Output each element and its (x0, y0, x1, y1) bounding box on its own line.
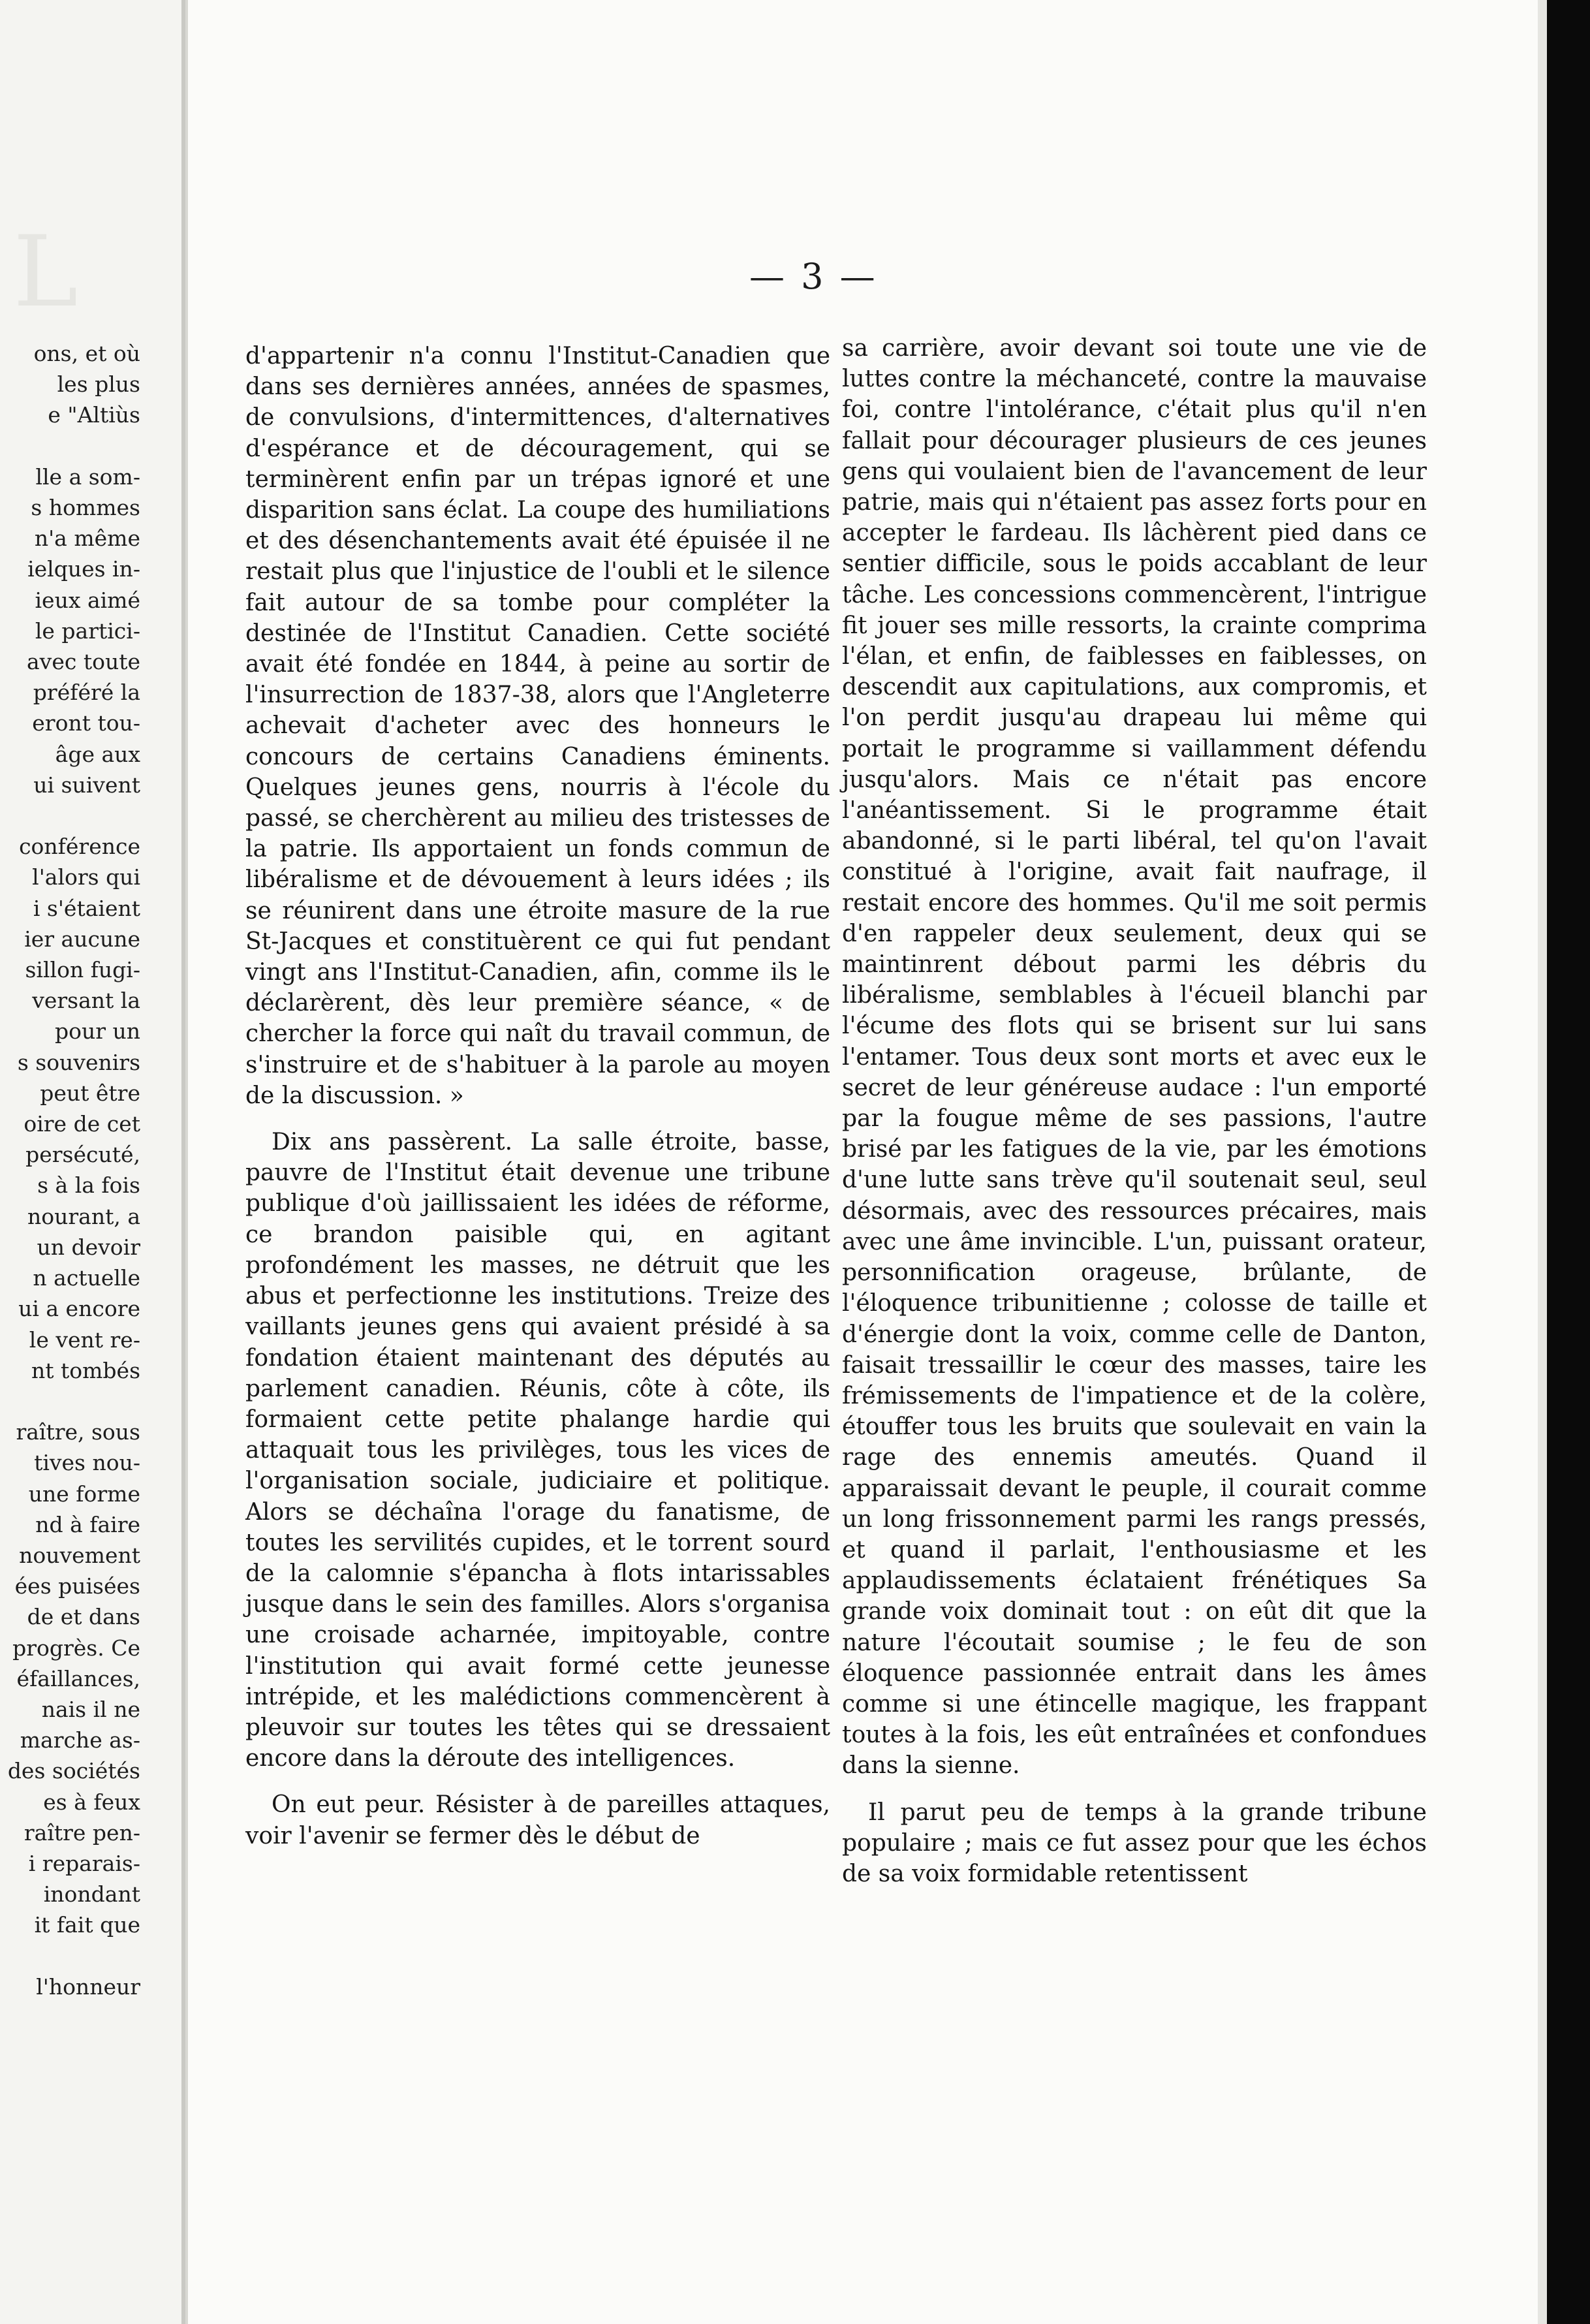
left-page-line: l'honneur (36, 1973, 140, 2000)
paragraph: On eut peur. Résister à de pareilles attaques, voir l'avenir se fermer dès le début de (245, 1791, 830, 1849)
left-page-line: versant la (32, 988, 140, 1014)
left-page-line: i reparais- (28, 1850, 140, 1876)
left-page-line: s hommes (31, 495, 140, 521)
paragraph: Il parut peu de temps à la grande tribune populaire ; mais ce fut assez pour que les échos de sa voix formidable retentissent (842, 1798, 1427, 1887)
paragraph: sa carrière, avoir devant soi toute une vie de luttes contre la méchanceté, contre la mauvaise foi, contre l'intolérance, c'était plus qu'il n'en fallait pour décourager plusieurs de ces jeunes gens qui voulaient bien de l'avancement de leur patrie, mais qui n'étaient pas assez forts pour en accepter le fardeau. Ils lâchèrent pied dans ce sentier difficile, sous le poids accablant de leur tâche. Les concessions commencèrent, l'intrigue fit jouer ses mille ressorts, la crainte comprima l'élan, et enfin, de faiblesses en faiblesses, on descendit aux capitulations, aux compromis, et l'on perdit jusqu'au drapeau lui même qui portait le programme si vaillamment défendu jusqu'alors. Mais ce n'était pas encore l'anéantissement. Si le programme était abandonné, si le parti libéral, tel qu'on l'avait constitué à l'origine, avait fait naufrage, il restait encore des hommes. Qu'il me soit permis d'en rappeler deux seulement, deux qui se maintinrent débout parmi les débris du libéralisme, semblables à l'écueil blanchi par l'écume des flots qui se brisent sur lui sans l'entamer. Tous deux sont morts et avec eux le secret de leur généreuse audace : l'un emporté par la fougue même de ses passions, l'autre brisé par les fatigues de la vie, par les émotions d'une lutte sans trève qu'il soutenait seul, seul désormais, avec des ressources précaires, mais avec une âme invincible. L'un, puissant orateur, personnification orageuse, brûlante, de l'éloquence tribunitienne ; colosse de taille et d'énergie dont la voix, comme celle de Danton, faisait tressaillir le cœur des masses, taire les frémissements de l'impatience et de la colère, étouffer tous les bruits que soulevait en vain la rage des ennemis ameutés. Quand il apparaissait devant le peuple, il courait comme un long frissonnement parmi les rangs pressés, et quand il parlait, l'enthousiasme et les applaudissements éclataient frénétiques Sa grande voix dominait tout : on eût dit que la nature l'écoutait soumise ; le feu de son éloquence passionnée entrait dans les âmes comme si une étincelle magique, les frappant toutes à la fois, les eût entraînées et confondues dans la sienne. (842, 335, 1427, 1780)
left-page-line: conférence (19, 834, 140, 860)
left-page-line: i s'étaient (33, 895, 140, 921)
left-page-line: nourant, a (27, 1203, 140, 1229)
scan-border (1547, 0, 1590, 2324)
left-page-line: n'a même (34, 526, 140, 552)
left-page-line: de et dans (27, 1604, 140, 1630)
right-page (185, 0, 1548, 2324)
left-page-line: lle a som- (35, 463, 140, 490)
left-page-line: es à feux (43, 1789, 140, 1815)
left-page-line: raître pen- (23, 1819, 140, 1845)
left-page-line: ons, et où (33, 341, 140, 366)
left-page-line: sillon fugi- (25, 957, 140, 983)
left-page-line: nd à faire (35, 1511, 140, 1537)
left-page-text (0, 338, 140, 2002)
left-page-line: oire de cet (23, 1111, 140, 1137)
bleed-through-letter: L (13, 215, 78, 329)
left-page-line: eront tou- (32, 710, 140, 736)
left-page-line: des sociétés (7, 1758, 140, 1784)
page-number: — 3 — (749, 256, 878, 297)
left-page-line: éfaillances, (16, 1665, 140, 1691)
left-page-line: ui suivent (33, 772, 140, 798)
left-page-line: avec toute (27, 649, 140, 675)
paragraph: d'appartenir n'a connu l'Institut-Canadien que dans ses dernières années, années de spasmes, de convulsions, d'intermittences, d'alternatives d'espérance et de découragement, qui se terminèrent enfin par un trépas ignoré et une disparition sans éclat. La coupe des humiliations et des désenchantements avait été épuisée il ne restait plus que l'injustice de l'oubli et le silence fait autour de sa tombe pour compléter la destinée de l'Institut Canadien. Cette société avait été fondée en 1844, à peine au sortir de l'insurrection de 1837-38, alors que l'Angleterre achevait d'acheter avec des honneurs le concours de certains Canadiens éminents. Quelques jeunes gens, nourris à l'école du passé, se cherchèrent au milieu des tristesses de la patrie. Ils apportaient un fonds commun de libéralisme et de dévouement à leurs idées ; ils se réunirent dans une étroite masure de la rue St-Jacques et constituèrent ce qui fut pendant vingt ans l'Institut-Canadien, afin, comme ils le déclarèrent, dès leur première séance, « de chercher la force qui naît du travail commun, de s'instruire et de s'habituer à la parole au moyen de la discussion. » (245, 343, 830, 1109)
left-page-line: s à la fois (37, 1172, 140, 1199)
left-page-line: peut être (40, 1080, 140, 1106)
left-page-line: persécuté, (25, 1142, 140, 1168)
left-page-line (0, 431, 140, 462)
left-page-line: une forme (28, 1481, 140, 1507)
left-page-line: nt tombés (31, 1357, 140, 1383)
left-page-line: ui a encore (18, 1296, 140, 1322)
text-column-right (842, 333, 1427, 1905)
left-page-line: raître, sous (16, 1419, 140, 1445)
left-page-line: marche as- (20, 1727, 140, 1753)
left-page-fragment (0, 0, 185, 2324)
left-page-line: âge aux (55, 741, 140, 767)
left-page-line: progrès. Ce (12, 1635, 140, 1661)
left-page-line: n actuelle (33, 1265, 140, 1291)
left-page-line: les plus (57, 371, 140, 398)
left-page-line: préféré la (33, 680, 140, 706)
left-page-line: ier aucune (24, 926, 140, 952)
left-page-line: pour un (54, 1018, 140, 1044)
left-page-line (0, 1941, 140, 1971)
left-page-line: tives nou- (34, 1450, 140, 1476)
left-page-line (0, 1386, 140, 1417)
left-page-line: ées puisées (14, 1573, 140, 1599)
left-page-line: le vent re- (29, 1327, 140, 1353)
left-page-line: inondant (43, 1881, 140, 1908)
paragraph: Dix ans passèrent. La salle étroite, basse, pauvre de l'Institut était devenue une tribune publique d'où jaillissaient les idées de réforme, ce brandon paisible qui, en agitant profondément les masses, ne détruit que les abus et perfectionne les institutions. Treize des vaillants jeunes gens qui avaient présidé à sa fondation étaient maintenant des députés au parlement canadien. Réunis, côte à côte, ils formaient cette petite phalange hardie qui attaquait tous les privilèges, tous les vices de l'organisation sociale, judiciaire et politique. Alors se déchaîna l'orage du fanatisme, de toutes les servilités cupides, et le torrent sourd de la calomnie s'épancha à flots intarissables jusque dans le sein des familles. Alors s'organisa une croisade acharnée, impitoyable, contre l'institution qui avait formé cette jeunesse intrépide, et les malédictions commencèrent à pleuvoir sur toutes les têtes qui se dressaient encore dans la déroute des intelligences. (245, 1129, 830, 1772)
left-page-line (0, 800, 140, 831)
left-page-line: nouvement (19, 1542, 140, 1568)
left-page-line: l'alors qui (32, 864, 140, 890)
left-page-line: ielques in- (27, 556, 140, 582)
left-page-line: s souvenirs (17, 1049, 140, 1075)
left-page-line: e "Altiùs (48, 402, 140, 428)
left-page-line: le partici- (35, 618, 140, 644)
left-page-line: un devoir (37, 1234, 140, 1260)
left-page-line: ieux aimé (35, 587, 140, 613)
left-page-line: nais il ne (41, 1696, 140, 1722)
text-column-left (245, 341, 830, 1867)
left-page-line: it fait que (34, 1912, 140, 1938)
